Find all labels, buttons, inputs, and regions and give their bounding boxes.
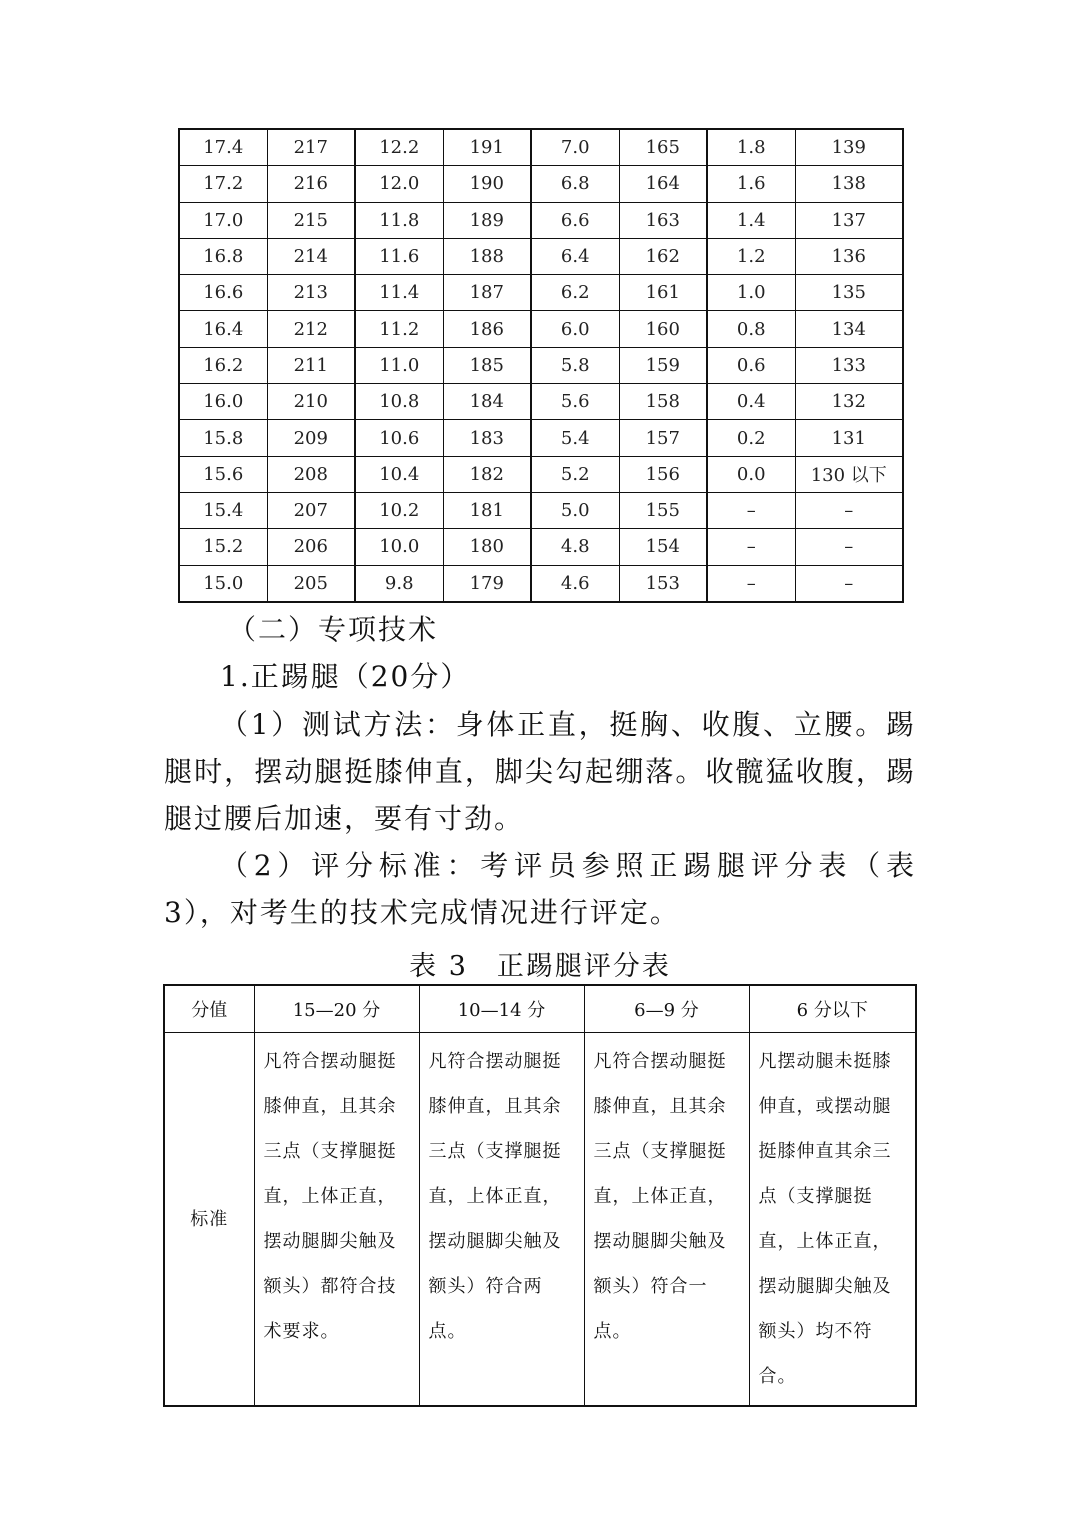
score-table-cell: 162 bbox=[619, 238, 707, 274]
score-table-cell: 156 bbox=[619, 456, 707, 492]
score-table-cell: 209 bbox=[267, 420, 355, 456]
score-table-cell: 10.0 bbox=[355, 529, 443, 565]
rubric-row-label: 标准 bbox=[164, 1033, 254, 1407]
score-table-cell: 213 bbox=[267, 275, 355, 311]
score-table-cell: 15.4 bbox=[179, 492, 267, 528]
score-table-cell: 187 bbox=[443, 275, 531, 311]
score-table-cell: 185 bbox=[443, 347, 531, 383]
score-table-cell: 16.4 bbox=[179, 311, 267, 347]
score-table-cell: 4.8 bbox=[531, 529, 619, 565]
score-table-cell: 215 bbox=[267, 202, 355, 238]
score-table-cell: 191 bbox=[443, 129, 531, 166]
score-table-cell: 6.0 bbox=[531, 311, 619, 347]
score-table-cell: 207 bbox=[267, 492, 355, 528]
score-table-cell: 214 bbox=[267, 238, 355, 274]
score-table-cell: 186 bbox=[443, 311, 531, 347]
score-table-cell: – bbox=[795, 529, 903, 565]
score-table-row bbox=[179, 492, 903, 528]
rubric-header-row bbox=[164, 985, 916, 1033]
score-table bbox=[178, 128, 904, 603]
score-table-cell: 17.2 bbox=[179, 166, 267, 202]
table-caption: 表 3 正踢腿评分表 bbox=[409, 951, 671, 982]
score-table-cell: 163 bbox=[619, 202, 707, 238]
score-table-cell: 15.6 bbox=[179, 456, 267, 492]
score-table-cell: 11.6 bbox=[355, 238, 443, 274]
score-table-cell: 157 bbox=[619, 420, 707, 456]
score-table-cell: 212 bbox=[267, 311, 355, 347]
score-table-cell: 134 bbox=[795, 311, 903, 347]
score-table-cell: 133 bbox=[795, 347, 903, 383]
score-table-row bbox=[179, 456, 903, 492]
score-table-cell: 190 bbox=[443, 166, 531, 202]
score-table-cell: 0.8 bbox=[707, 311, 795, 347]
rubric-standard-row bbox=[164, 1033, 916, 1407]
score-table-row bbox=[179, 238, 903, 274]
score-table-cell: 6.6 bbox=[531, 202, 619, 238]
score-table-cell: 155 bbox=[619, 492, 707, 528]
score-table-cell: 17.0 bbox=[179, 202, 267, 238]
score-table-row bbox=[179, 384, 903, 420]
score-table-cell: 217 bbox=[267, 129, 355, 166]
score-table-cell: 182 bbox=[443, 456, 531, 492]
score-table-cell: 130 以下 bbox=[795, 456, 903, 492]
score-table-cell: 11.4 bbox=[355, 275, 443, 311]
score-table-cell: 138 bbox=[795, 166, 903, 202]
score-table-cell: 6.2 bbox=[531, 275, 619, 311]
score-table-cell: 5.2 bbox=[531, 456, 619, 492]
rubric-header-6-9: 6—9 分 bbox=[584, 985, 749, 1033]
score-table-cell: 205 bbox=[267, 565, 355, 602]
score-table-cell: 16.6 bbox=[179, 275, 267, 311]
score-table-cell: 181 bbox=[443, 492, 531, 528]
score-table-cell: 12.2 bbox=[355, 129, 443, 166]
score-table-cell: 161 bbox=[619, 275, 707, 311]
score-table-cell: 10.2 bbox=[355, 492, 443, 528]
score-table-cell: 158 bbox=[619, 384, 707, 420]
score-table-cell: 11.2 bbox=[355, 311, 443, 347]
score-table-cell: 179 bbox=[443, 565, 531, 602]
score-table-cell: 139 bbox=[795, 129, 903, 166]
score-table-cell: 189 bbox=[443, 202, 531, 238]
score-table-cell: 5.0 bbox=[531, 492, 619, 528]
score-table-cell: 0.6 bbox=[707, 347, 795, 383]
score-table-cell: 132 bbox=[795, 384, 903, 420]
score-table-cell: 188 bbox=[443, 238, 531, 274]
score-table-cell: 183 bbox=[443, 420, 531, 456]
score-table-cell: 153 bbox=[619, 565, 707, 602]
score-table-cell: – bbox=[707, 529, 795, 565]
score-table-row bbox=[179, 565, 903, 602]
score-table-cell: 131 bbox=[795, 420, 903, 456]
test-method-paragraph: （1）测试方法：身体正直，挺胸、收腹、立腰。踢腿时，摆动腿挺膝伸直，脚尖勾起绷落。收髋猛收腹，踢腿过腰后加速，要有寸劲。 bbox=[164, 708, 916, 835]
score-table-cell: – bbox=[707, 492, 795, 528]
score-table-cell: 0.0 bbox=[707, 456, 795, 492]
scoring-standard-paragraph: （2）评分标准：考评员参照正踢腿评分表（表 3），对考生的技术完成情况进行评定。 bbox=[164, 849, 916, 929]
score-table-cell: 1.0 bbox=[707, 275, 795, 311]
score-table-cell: 165 bbox=[619, 129, 707, 166]
rubric-table bbox=[163, 984, 917, 1407]
score-table-cell: 17.4 bbox=[179, 129, 267, 166]
score-table-cell: – bbox=[795, 492, 903, 528]
score-table-cell: 4.6 bbox=[531, 565, 619, 602]
score-table-row bbox=[179, 202, 903, 238]
score-table-cell: 6.8 bbox=[531, 166, 619, 202]
score-table-cell: 1.2 bbox=[707, 238, 795, 274]
score-table-row bbox=[179, 129, 903, 166]
score-table-body bbox=[179, 129, 903, 602]
score-table-row bbox=[179, 420, 903, 456]
score-table-cell: 164 bbox=[619, 166, 707, 202]
rubric-cell-below-6: 凡摆动腿未挺膝伸直，或摆动腿挺膝伸直其余三点（支撑腿挺直，上体正直，摆动腿脚尖触及额头）均不符合。 bbox=[749, 1033, 916, 1407]
score-table-cell: – bbox=[795, 565, 903, 602]
section-heading: （二）专项技术 bbox=[228, 613, 439, 646]
score-table-cell: 10.6 bbox=[355, 420, 443, 456]
score-table-cell: 1.8 bbox=[707, 129, 795, 166]
score-table-cell: 0.4 bbox=[707, 384, 795, 420]
score-table-cell: 135 bbox=[795, 275, 903, 311]
score-table-cell: 184 bbox=[443, 384, 531, 420]
score-table-cell: 216 bbox=[267, 166, 355, 202]
score-table-cell: 15.2 bbox=[179, 529, 267, 565]
score-table-cell: 154 bbox=[619, 529, 707, 565]
rubric-cell-10-14: 凡符合摆动腿挺膝伸直，且其余三点（支撑腿挺直，上体正直，摆动腿脚尖触及额头）符合两点。 bbox=[419, 1033, 584, 1407]
score-table-cell: 10.8 bbox=[355, 384, 443, 420]
rubric-cell-6-9: 凡符合摆动腿挺膝伸直，且其余三点（支撑腿挺直，上体正直，摆动腿脚尖触及额头）符合一点。 bbox=[584, 1033, 749, 1407]
score-table-cell: 208 bbox=[267, 456, 355, 492]
score-table-row bbox=[179, 311, 903, 347]
rubric-header-score: 分值 bbox=[164, 985, 254, 1033]
score-table-cell: 5.6 bbox=[531, 384, 619, 420]
score-table-cell: 15.8 bbox=[179, 420, 267, 456]
score-table-cell: 5.8 bbox=[531, 347, 619, 383]
score-table-cell: 11.0 bbox=[355, 347, 443, 383]
score-table-cell: 10.4 bbox=[355, 456, 443, 492]
score-table-cell: 211 bbox=[267, 347, 355, 383]
score-table-cell: 16.2 bbox=[179, 347, 267, 383]
score-table-cell: 16.8 bbox=[179, 238, 267, 274]
rubric-header-15-20: 15—20 分 bbox=[254, 985, 419, 1033]
rubric-header-below-6: 6 分以下 bbox=[749, 985, 916, 1033]
score-table-cell: 160 bbox=[619, 311, 707, 347]
score-table-row bbox=[179, 275, 903, 311]
score-table-cell: 11.8 bbox=[355, 202, 443, 238]
score-table-row bbox=[179, 347, 903, 383]
rubric-header-10-14: 10—14 分 bbox=[419, 985, 584, 1033]
score-table-cell: 16.0 bbox=[179, 384, 267, 420]
score-table-cell: 7.0 bbox=[531, 129, 619, 166]
score-table-cell: 180 bbox=[443, 529, 531, 565]
score-table-cell: 159 bbox=[619, 347, 707, 383]
score-table-cell: 5.4 bbox=[531, 420, 619, 456]
rubric-cell-15-20: 凡符合摆动腿挺膝伸直，且其余三点（支撑腿挺直，上体正直，摆动腿脚尖触及额头）都符合技术要求。 bbox=[254, 1033, 419, 1407]
score-table-cell: 137 bbox=[795, 202, 903, 238]
score-table-cell: 15.0 bbox=[179, 565, 267, 602]
item-heading: 1.正踢腿（20分） bbox=[220, 660, 471, 693]
score-table-cell: 0.2 bbox=[707, 420, 795, 456]
score-table-cell: 210 bbox=[267, 384, 355, 420]
score-table-row bbox=[179, 166, 903, 202]
score-table-cell: 1.6 bbox=[707, 166, 795, 202]
score-table-row bbox=[179, 529, 903, 565]
score-table-cell: 206 bbox=[267, 529, 355, 565]
score-table-cell: – bbox=[707, 565, 795, 602]
score-table-cell: 9.8 bbox=[355, 565, 443, 602]
score-table-cell: 136 bbox=[795, 238, 903, 274]
score-table-cell: 1.4 bbox=[707, 202, 795, 238]
score-table-cell: 12.0 bbox=[355, 166, 443, 202]
score-table-cell: 6.4 bbox=[531, 238, 619, 274]
